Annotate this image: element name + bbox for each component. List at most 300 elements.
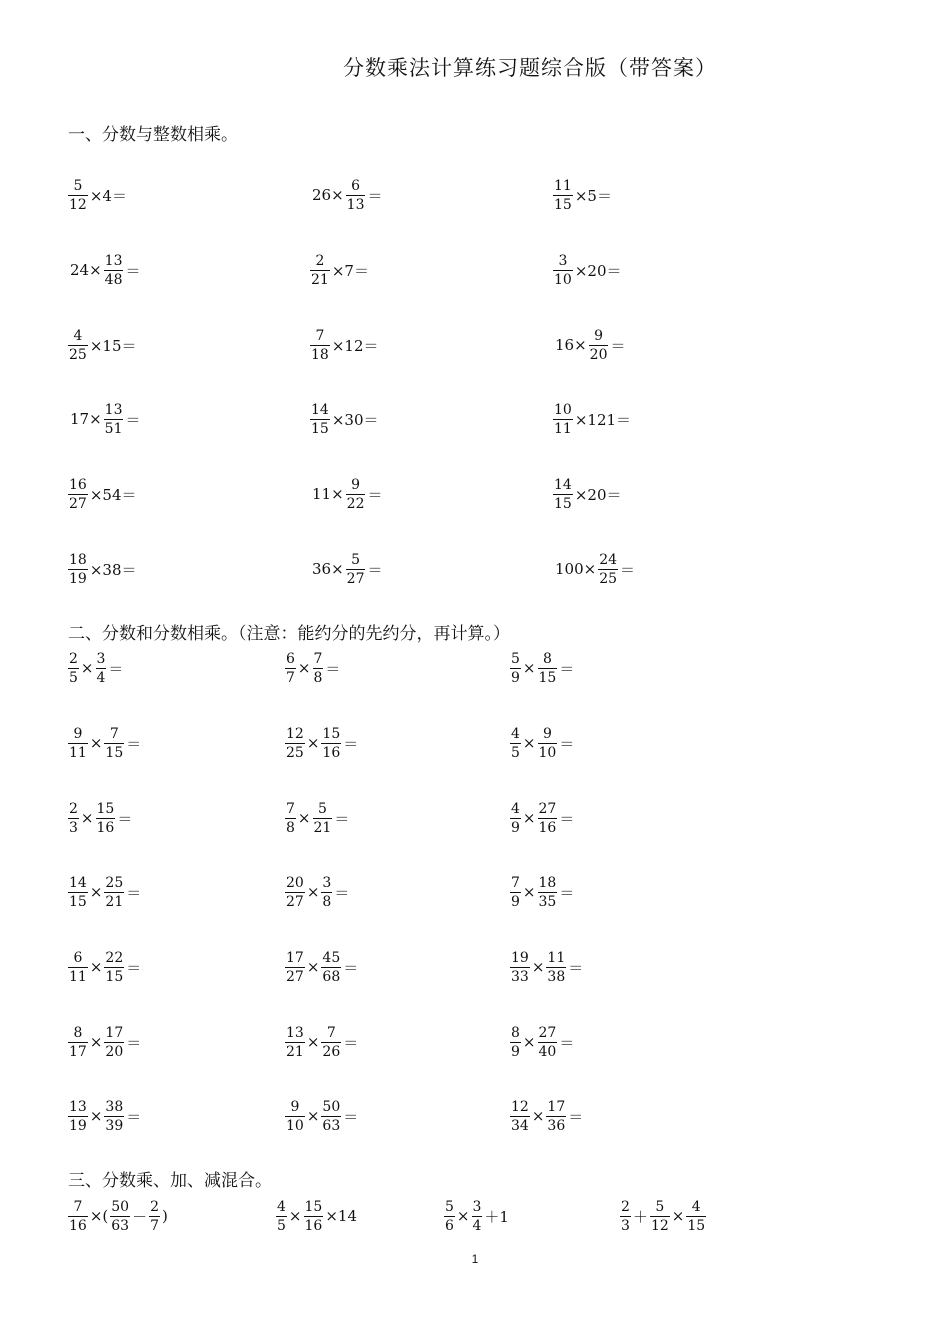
numerator: 7 (286, 800, 295, 817)
numerator: 10 (554, 401, 572, 418)
denominator: 63 (322, 1117, 341, 1134)
numerator: 9 (542, 725, 552, 742)
expression-text: ＝ (367, 186, 383, 205)
denominator: 12 (69, 196, 87, 213)
expression-text: ＝ (568, 958, 584, 977)
fraction (346, 179, 366, 212)
numerator: 4 (691, 1198, 701, 1215)
numerator: 3 (558, 252, 568, 269)
fraction (68, 478, 88, 511)
denominator: 13 (346, 196, 365, 213)
denominator: 15 (311, 420, 329, 437)
expression-text: × (89, 958, 103, 976)
expression-text: ＝ (117, 809, 133, 828)
denominator: 17 (69, 1043, 87, 1060)
denominator: 27 (286, 893, 304, 910)
numerator: 24 (599, 551, 618, 568)
fraction (444, 1200, 455, 1233)
denominator: 15 (687, 1217, 706, 1234)
fraction (650, 1200, 670, 1233)
expression-text: ×38＝ (89, 560, 137, 579)
problem-item (620, 1194, 706, 1238)
expression-text: ＋ (632, 1207, 648, 1226)
denominator: 6 (445, 1217, 454, 1234)
denominator: 3 (69, 819, 78, 836)
denominator: 16 (96, 819, 115, 836)
denominator: 27 (69, 495, 87, 512)
fraction (96, 802, 116, 835)
denominator: 15 (538, 669, 557, 686)
expression-text: × (306, 1033, 320, 1051)
expression-text: － (132, 1207, 148, 1226)
problem-item (68, 173, 129, 217)
numerator: 18 (538, 874, 557, 891)
numerator: 7 (326, 1024, 336, 1041)
fraction (104, 403, 124, 436)
numerator: 8 (511, 1024, 520, 1041)
expression-text: 16× (555, 336, 587, 354)
numerator: 17 (547, 1098, 566, 1115)
numerator: 5 (73, 177, 83, 194)
expression-text: ×4＝ (89, 186, 127, 205)
problem-item (553, 547, 637, 591)
denominator: 16 (538, 819, 557, 836)
fraction (285, 802, 296, 835)
expression-text: ＝ (126, 734, 142, 753)
fraction (68, 876, 88, 909)
expression-text: ＝ (559, 734, 575, 753)
denominator: 5 (69, 669, 78, 686)
numerator: 50 (111, 1198, 130, 1215)
numerator: 14 (311, 401, 329, 418)
denominator: 21 (311, 271, 329, 288)
problem-item (285, 796, 351, 840)
numerator: 15 (322, 725, 341, 742)
numerator: 13 (69, 1098, 87, 1115)
denominator: 15 (554, 495, 572, 512)
denominator: 27 (346, 570, 365, 587)
numerator: 13 (104, 401, 123, 418)
expression-text: ＋1 (484, 1207, 509, 1226)
expression-text: ＝ (559, 659, 575, 678)
fraction (310, 403, 330, 436)
expression-text: ×121＝ (574, 410, 632, 429)
expression-text: ＝ (367, 485, 383, 504)
problem-item (553, 472, 623, 516)
fraction (553, 254, 573, 287)
denominator: 15 (105, 744, 124, 761)
expression-text: ＝ (559, 809, 575, 828)
numerator: 15 (96, 800, 115, 817)
problem-item (68, 323, 138, 367)
numerator: 11 (554, 177, 572, 194)
denominator: 68 (322, 968, 341, 985)
expression-text: ＝ (108, 659, 124, 678)
fraction (321, 1100, 341, 1133)
numerator: 3 (472, 1198, 482, 1215)
problem-item (68, 248, 143, 292)
denominator: 22 (346, 495, 365, 512)
problem-item (285, 1094, 360, 1138)
numerator: 2 (69, 800, 78, 817)
denominator: 51 (104, 420, 123, 437)
problem-item (68, 472, 138, 516)
numerator: 9 (594, 327, 604, 344)
denominator: 19 (69, 570, 87, 587)
fraction (346, 478, 366, 511)
expression-text: ＝ (125, 410, 141, 429)
denominator: 39 (105, 1117, 124, 1134)
expression-text: ＝ (367, 560, 383, 579)
denominator: 48 (104, 271, 123, 288)
problem-item (285, 646, 342, 690)
denominator: 25 (69, 346, 87, 363)
fraction (68, 727, 88, 760)
fraction (553, 403, 573, 436)
fraction (598, 553, 618, 586)
denominator: 5 (277, 1217, 286, 1234)
fraction (686, 1200, 706, 1233)
denominator: 16 (304, 1217, 323, 1234)
denominator: 7 (286, 669, 295, 686)
denominator: 63 (111, 1217, 130, 1234)
denominator: 35 (538, 893, 557, 910)
fraction (68, 652, 79, 685)
denominator: 20 (105, 1043, 124, 1060)
numerator: 9 (351, 476, 361, 493)
numerator: 9 (290, 1098, 300, 1115)
denominator: 8 (322, 893, 332, 910)
fraction (510, 951, 530, 984)
expression-text: ＝ (620, 560, 636, 579)
denominator: 26 (322, 1043, 341, 1060)
page-title: 分数乘法计算练习题综合版（带答案） (343, 56, 717, 80)
numerator: 5 (655, 1198, 665, 1215)
expression-text: ×5＝ (574, 186, 612, 205)
fraction (538, 652, 558, 685)
denominator: 7 (150, 1217, 160, 1234)
fraction (538, 876, 558, 909)
numerator: 9 (73, 725, 83, 742)
denominator: 8 (313, 669, 323, 686)
denominator: 10 (286, 1117, 304, 1134)
denominator: 34 (511, 1117, 529, 1134)
fraction (68, 1100, 88, 1133)
expression-text: ×( (89, 1207, 109, 1225)
problem-item (68, 1194, 170, 1238)
denominator: 10 (538, 744, 557, 761)
denominator: 8 (286, 819, 295, 836)
expression-text: 36× (312, 560, 344, 578)
denominator: 15 (105, 968, 124, 985)
fraction (321, 727, 341, 760)
numerator: 25 (105, 874, 124, 891)
expression-text: ＝ (343, 1107, 359, 1126)
numerator: 5 (511, 650, 520, 667)
fraction (553, 478, 573, 511)
denominator: 33 (511, 968, 529, 985)
expression-text: ×20＝ (574, 261, 622, 280)
expression-text: 11× (312, 485, 344, 503)
fraction (285, 876, 305, 909)
expression-text: × (80, 809, 94, 827)
numerator: 5 (317, 800, 327, 817)
numerator: 22 (105, 949, 124, 966)
numerator: 17 (286, 949, 304, 966)
problem-item (553, 397, 633, 441)
fraction (68, 1026, 88, 1059)
fraction (538, 727, 558, 760)
fraction (68, 802, 79, 835)
expression-text: ＝ (334, 809, 350, 828)
expression-text: ＝ (568, 1107, 584, 1126)
numerator: 19 (511, 949, 529, 966)
numerator: 12 (511, 1098, 529, 1115)
page-number: 1 (471, 1252, 479, 1266)
problem-item (68, 547, 138, 591)
denominator: 11 (69, 744, 87, 761)
fraction (538, 1026, 558, 1059)
expression-text: × (89, 883, 103, 901)
problem-item (285, 945, 360, 989)
fraction (285, 1100, 305, 1133)
problem-item (310, 173, 385, 217)
fraction (276, 1200, 287, 1233)
fraction (104, 727, 124, 760)
denominator: 4 (96, 669, 106, 686)
fraction (510, 727, 521, 760)
problem-item (68, 945, 143, 989)
fraction (510, 1100, 530, 1133)
denominator: 9 (511, 893, 520, 910)
numerator: 12 (286, 725, 304, 742)
numerator: 7 (511, 874, 520, 891)
numerator: 14 (69, 874, 87, 891)
denominator: 20 (589, 346, 608, 363)
numerator: 4 (511, 800, 520, 817)
numerator: 5 (351, 551, 361, 568)
problem-item (510, 721, 576, 765)
denominator: 21 (105, 893, 124, 910)
fraction (104, 876, 124, 909)
problem-item (276, 1194, 359, 1238)
denominator: 18 (311, 346, 329, 363)
denominator: 12 (650, 1217, 669, 1234)
problem-item (510, 796, 576, 840)
expression-text: ＝ (610, 336, 626, 355)
numerator: 4 (73, 327, 83, 344)
expression-text: ×30＝ (331, 410, 379, 429)
problem-item (310, 248, 371, 292)
numerator: 13 (286, 1024, 304, 1041)
expression-text: × (522, 809, 536, 827)
fraction (285, 1026, 305, 1059)
fraction (68, 951, 88, 984)
fraction (68, 553, 88, 586)
expression-text: × (89, 1107, 103, 1125)
expression-text: ×14 (325, 1207, 357, 1225)
denominator: 21 (313, 819, 332, 836)
expression-text: × (522, 659, 536, 677)
problem-item (68, 870, 143, 914)
fraction (68, 329, 88, 362)
numerator: 6 (351, 177, 361, 194)
denominator: 4 (472, 1217, 482, 1234)
numerator: 50 (322, 1098, 341, 1115)
expression-text: × (89, 1033, 103, 1051)
expression-text: 17× (70, 410, 102, 428)
problem-item (285, 870, 351, 914)
expression-text: ＝ (343, 958, 359, 977)
denominator: 16 (322, 744, 341, 761)
expression-text: ＝ (343, 1033, 359, 1052)
expression-text: × (531, 958, 545, 976)
numerator: 20 (286, 874, 304, 891)
fraction (310, 254, 330, 287)
fraction (104, 1100, 124, 1133)
fraction (546, 1100, 566, 1133)
numerator: 7 (315, 327, 325, 344)
problem-item (553, 323, 628, 367)
expression-text: ＝ (126, 1107, 142, 1126)
expression-text: 24× (70, 261, 102, 279)
numerator: 8 (542, 650, 552, 667)
denominator: 16 (69, 1217, 87, 1234)
problem-item (310, 397, 380, 441)
denominator: 40 (538, 1043, 557, 1060)
fraction (104, 951, 124, 984)
expression-text: ×7＝ (331, 261, 369, 280)
numerator: 17 (105, 1024, 124, 1041)
fraction (321, 1026, 341, 1059)
numerator: 38 (105, 1098, 124, 1115)
numerator: 11 (547, 949, 566, 966)
fraction (510, 652, 521, 685)
denominator: 25 (286, 744, 304, 761)
section-3-heading: 三、分数乘、加、减混合。 (68, 1171, 272, 1191)
fraction (553, 179, 573, 212)
problem-item (510, 945, 585, 989)
fraction (510, 876, 521, 909)
fraction (589, 329, 609, 362)
expression-text: ＝ (126, 958, 142, 977)
expression-text: × (306, 1107, 320, 1125)
numerator: 4 (277, 1198, 286, 1215)
expression-text: × (297, 659, 311, 677)
fraction (96, 652, 107, 685)
denominator: 25 (599, 570, 618, 587)
expression-text: × (288, 1207, 302, 1225)
problem-item (510, 1094, 585, 1138)
fraction (68, 179, 88, 212)
problem-item (510, 1020, 576, 1064)
denominator: 15 (554, 196, 572, 213)
problem-item (285, 1020, 360, 1064)
fraction (313, 802, 333, 835)
fraction (538, 802, 558, 835)
numerator: 8 (73, 1024, 83, 1041)
problem-item (68, 721, 143, 765)
fraction (313, 652, 324, 685)
fraction (546, 951, 566, 984)
numerator: 2 (150, 1198, 160, 1215)
expression-text: ＝ (126, 1033, 142, 1052)
numerator: 16 (69, 476, 87, 493)
section-1-heading: 一、分数与整数相乘。 (68, 125, 238, 145)
numerator: 5 (445, 1198, 454, 1215)
fraction (285, 727, 305, 760)
fraction (304, 1200, 324, 1233)
problem-item (68, 1020, 143, 1064)
problem-item (310, 472, 385, 516)
denominator: 19 (69, 1117, 87, 1134)
section-2-heading: 二、分数和分数相乘。（注意：能约分的先约分，再计算。） (68, 624, 510, 644)
expression-text: × (306, 734, 320, 752)
expression-text: ＝ (343, 734, 359, 753)
fraction (110, 1200, 130, 1233)
fraction (472, 1200, 483, 1233)
fraction (68, 1200, 88, 1233)
expression-text: × (522, 883, 536, 901)
problem-item (68, 796, 134, 840)
numerator: 7 (73, 1198, 83, 1215)
numerator: 6 (286, 650, 295, 667)
numerator: 45 (322, 949, 341, 966)
fraction (510, 1026, 521, 1059)
fraction (149, 1200, 160, 1233)
problem-item (68, 397, 143, 441)
expression-text: ＝ (334, 883, 350, 902)
expression-text: × (522, 1033, 536, 1051)
expression-text: × (671, 1207, 685, 1225)
problem-item (553, 173, 614, 217)
denominator: 15 (69, 893, 87, 910)
expression-text: ＝ (125, 261, 141, 280)
numerator: 2 (621, 1198, 630, 1215)
fraction (310, 329, 330, 362)
expression-text: ×15＝ (89, 336, 137, 355)
numerator: 3 (96, 650, 106, 667)
denominator: 9 (511, 1043, 520, 1060)
problem-item (310, 323, 380, 367)
denominator: 9 (511, 669, 520, 686)
expression-text: ) (162, 1207, 168, 1225)
problem-item (285, 721, 360, 765)
numerator: 2 (315, 252, 325, 269)
expression-text: ＝ (559, 883, 575, 902)
expression-text: × (522, 734, 536, 752)
problem-item (310, 547, 385, 591)
expression-text: × (306, 883, 320, 901)
expression-text: × (456, 1207, 470, 1225)
denominator: 11 (554, 420, 572, 437)
denominator: 38 (547, 968, 566, 985)
expression-text: ＝ (126, 883, 142, 902)
expression-text: 26× (312, 186, 344, 204)
problem-item (444, 1194, 511, 1238)
fraction (620, 1200, 631, 1233)
numerator: 14 (554, 476, 572, 493)
expression-text: ×12＝ (331, 336, 379, 355)
numerator: 27 (538, 1024, 557, 1041)
expression-text: ＝ (559, 1033, 575, 1052)
expression-text: × (80, 659, 94, 677)
problem-item (510, 646, 576, 690)
denominator: 27 (286, 968, 304, 985)
numerator: 4 (511, 725, 520, 742)
denominator: 21 (286, 1043, 304, 1060)
numerator: 27 (538, 800, 557, 817)
